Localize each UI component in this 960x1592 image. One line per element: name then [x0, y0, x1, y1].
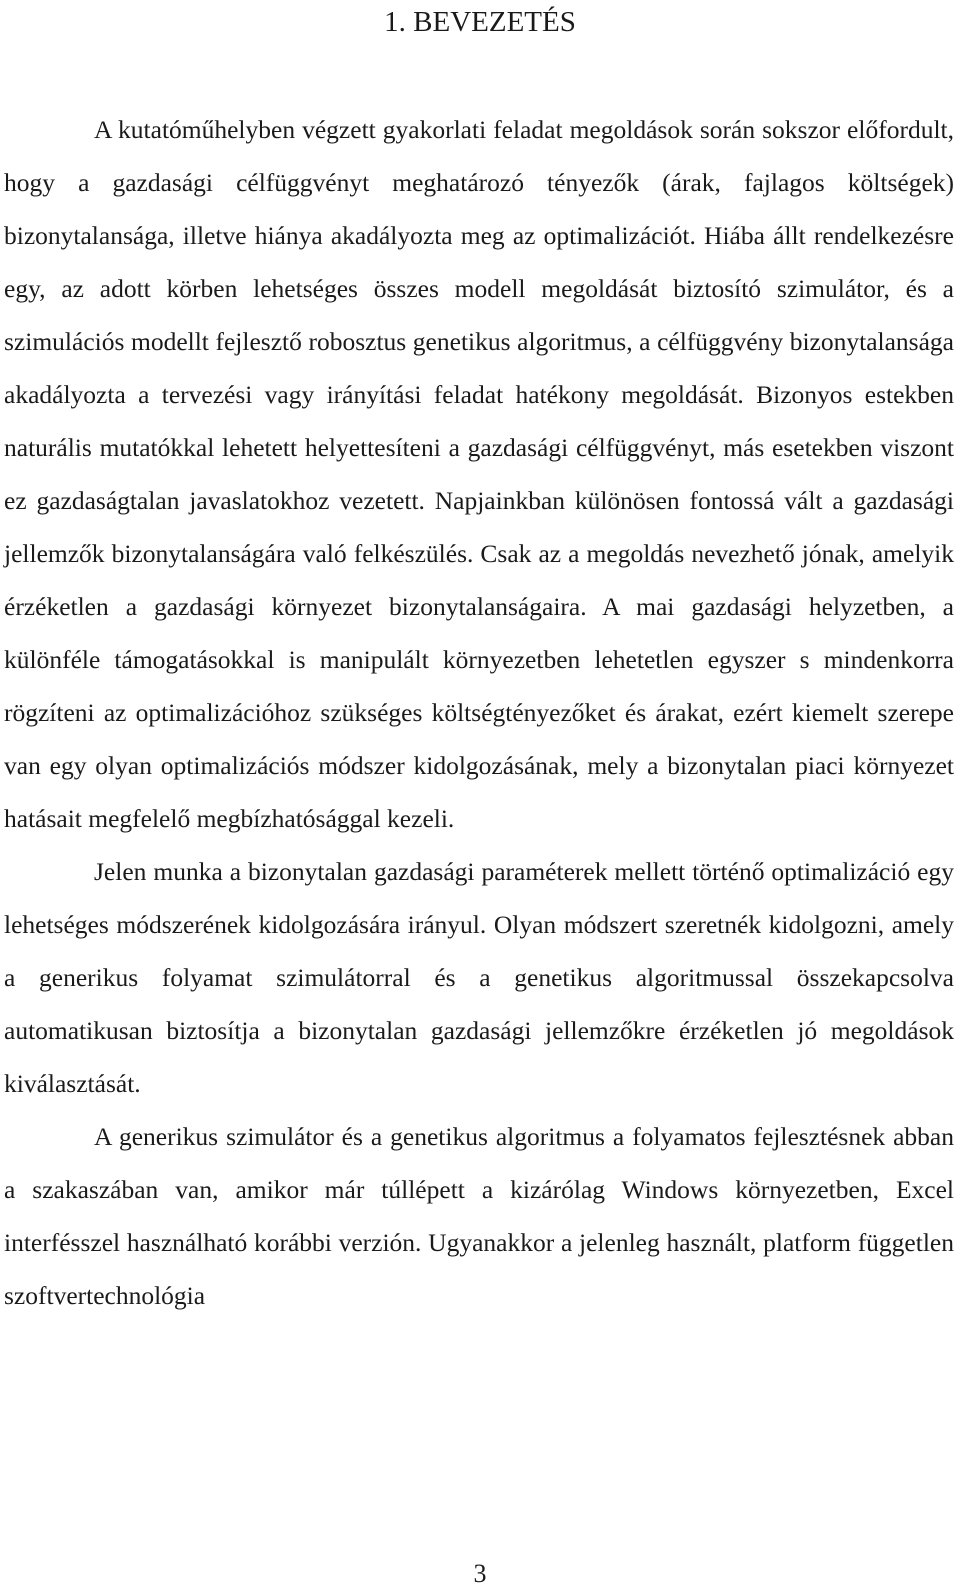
paragraph-2: Jelen munka a bizonytalan gazdasági paraméterek mellett történő optimalizáció egy lehetséges módszerének kidolgozására irányul. Olyan módszert szeretnék kidolgozni, amely a generikus folyamat szimulátorral és a genetikus algoritmussal összekapcsolva automatikusan biztosítja a bizonytalan gazdasági jellemzőkre érzéketlen jó megoldások kiválasztását.	[4, 857, 954, 1098]
chapter-body	[4, 103, 954, 1322]
chapter-heading: 1. BEVEZETÉS	[384, 6, 576, 38]
page-number: 3	[473, 1559, 487, 1588]
paragraph-1: A kutatóműhelyben végzett gyakorlati feladat megoldások során sokszor előfordult, hogy a gazdasági célfüggvényt meghatározó tényezők (árak, fajlagos költségek) bizonytalansága, illetve hiánya akadályozta meg az optimalizációt. Hiába állt rendelkezésre egy, az adott körben lehetséges összes modell megoldását biztosító szimulátor, és a szimulációs modellt fejlesztő robosztus genetikus algoritmus, a célfüggvény bizonytalansága akadályozta a tervezési vagy irányítási feladat hatékony megoldását. Bizonyos estekben naturális mutatókkal lehetett helyettesíteni a gazdasági célfüggvényt, más esetekben viszont ez gazdaságtalan javaslatokhoz vezetett. Napjainkban különösen fontossá vált a gazdasági jellemzők bizonytalanságára való felkészülés. Csak az a megoldás nevezhető jónak, amelyik érzéketlen a gazdasági környezet bizonytalanságaira. A mai gazdasági helyzetben, a különféle támogatásokkal is manipulált környezetben lehetetlen egyszer s mindenkorra rögzíteni az optimalizációhoz szükséges költségtényezőket és árakat, ezért kiemelt szerepe van egy olyan optimalizációs módszer kidolgozásának, mely a bizonytalan piaci környezet hatásait megfelelő megbízhatósággal kezeli.	[4, 115, 954, 833]
paragraph-3: A generikus szimulátor és a genetikus algoritmus a folyamatos fejlesztésnek abban a szakaszában van, amikor már túllépett a kizárólag Windows környezetben, Excel interfésszel használható korábbi verzión. Ugyanakkor a jelenleg használt, platform független szoftvertechnológia	[4, 1122, 954, 1310]
